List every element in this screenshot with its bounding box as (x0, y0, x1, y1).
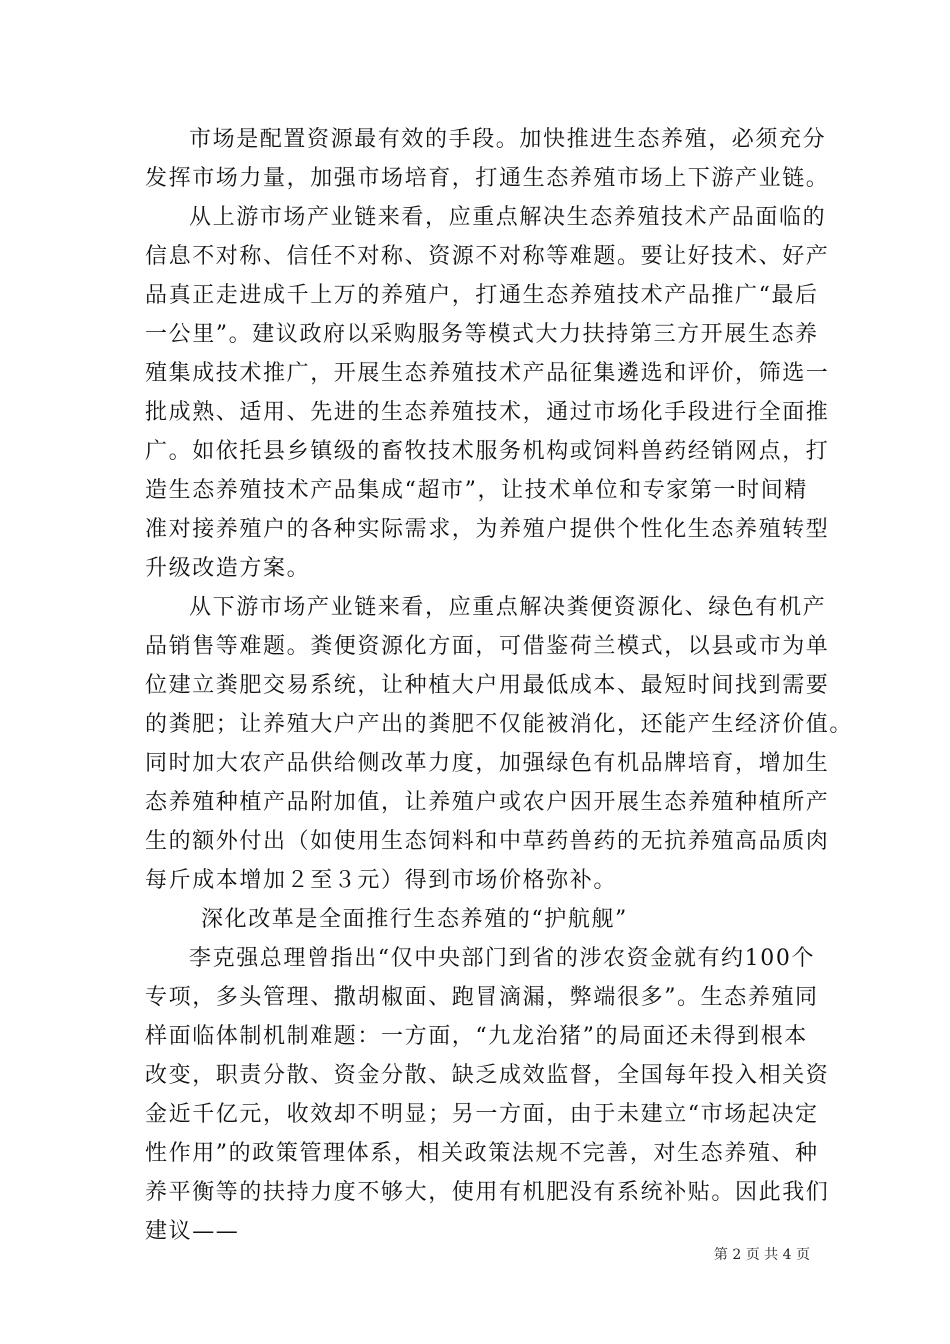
text-line: 殖集成技术推广，开展生态养殖技术产品征集遴选和评价，筛选一 (145, 361, 830, 386)
text-line: 建议—— (145, 1219, 240, 1244)
text-line: 样面临体制机制难题：一方面，“九龙治猪”的局面还未得到根本 (145, 1024, 808, 1049)
page-footer: 第 2 页 共 4 页 (713, 1247, 810, 1263)
text-line: 一公里”。建议政府以采购服务等模式大力扶持第三方开展生态养 (145, 322, 819, 347)
text-line: 的粪肥；让养殖大户产出的粪肥不仅能被消化，还能产生经济价值。 (145, 712, 854, 737)
text-line: 改变，职责分散、资金分散、缺乏成效监督，全国每年投入相关资 (145, 1063, 830, 1088)
text-line: 发挥市场力量，加强市场培育，打通生态养殖市场上下游产业链。 (145, 166, 830, 191)
text-line: 批成熟、适用、先进的生态养殖技术，通过市场化手段进行全面推 (145, 400, 830, 425)
text-line: 准对接养殖户的各种实际需求，为养殖户提供个性化生态养殖转型 (145, 517, 830, 542)
text-line: 位建立粪肥交易系统，让种植大户用最低成本、最短时间找到需要 (145, 673, 830, 698)
text-line: 从下游市场产业链来看，应重点解决粪便资源化、绿色有机产 (189, 595, 827, 620)
text-line: 生的额外付出（如使用生态饲料和中草药兽药的无抗养殖高品质肉 (145, 829, 830, 854)
text-line: 品销售等难题。粪便资源化方面，可借鉴荷兰模式，以县或市为单 (145, 634, 830, 659)
text-line: 养平衡等的扶持力度不够大，使用有机肥没有系统补贴。因此我们 (145, 1180, 830, 1205)
text-line: 每斤成本增加２至３元）得到市场价格弥补。 (145, 868, 618, 893)
paragraph (145, 198, 830, 588)
text-line: 市场是配置资源最有效的手段。加快推进生态养殖，必须充分 (189, 127, 827, 152)
text-line: 升级改造方案。 (145, 556, 311, 581)
text-line: 同时加大农产品供给侧改革力度，加强绿色有机品牌培育，增加生 (145, 751, 830, 776)
text-line: 信息不对称、信任不对称、资源不对称等难题。要让好技术、好产 (145, 244, 830, 269)
paragraph (145, 939, 830, 1251)
text-line: 广。如依托县乡镇级的畜牧技术服务机构或饲料兽药经销网点，打 (145, 439, 830, 464)
text-line: 造生态养殖技术产品集成“超市”，让技术单位和专家第一时间精 (145, 478, 808, 503)
paragraph (145, 120, 830, 198)
text-line: 态养殖种植产品附加值，让养殖户或农户因开展生态养殖种植所产 (145, 790, 830, 815)
text-line: 专项，多头管理、撒胡椒面、跑冒滴漏，弊端很多”。生态养殖同 (145, 985, 819, 1010)
text-line: 从上游市场产业链来看，应重点解决生态养殖技术产品面临的 (189, 205, 827, 230)
document-body (145, 120, 854, 1251)
text-line: 金近千亿元，收效却不明显；另一方面，由于未建立“市场起决定 (145, 1102, 819, 1127)
paragraph (145, 588, 854, 900)
text-line: 性作用”的政策管理体系，相关政策法规不完善，对生态养殖、种 (145, 1141, 819, 1166)
text-line: 品真正走进成千上万的养殖户，打通生态养殖技术产品推广“最后 (145, 283, 819, 308)
section-heading: 深化改革是全面推行生态养殖的“护航舰” (201, 907, 628, 932)
text-line: 李克强总理曾指出“仅中央部门到省的涉农资金就有约100个 (189, 946, 816, 971)
